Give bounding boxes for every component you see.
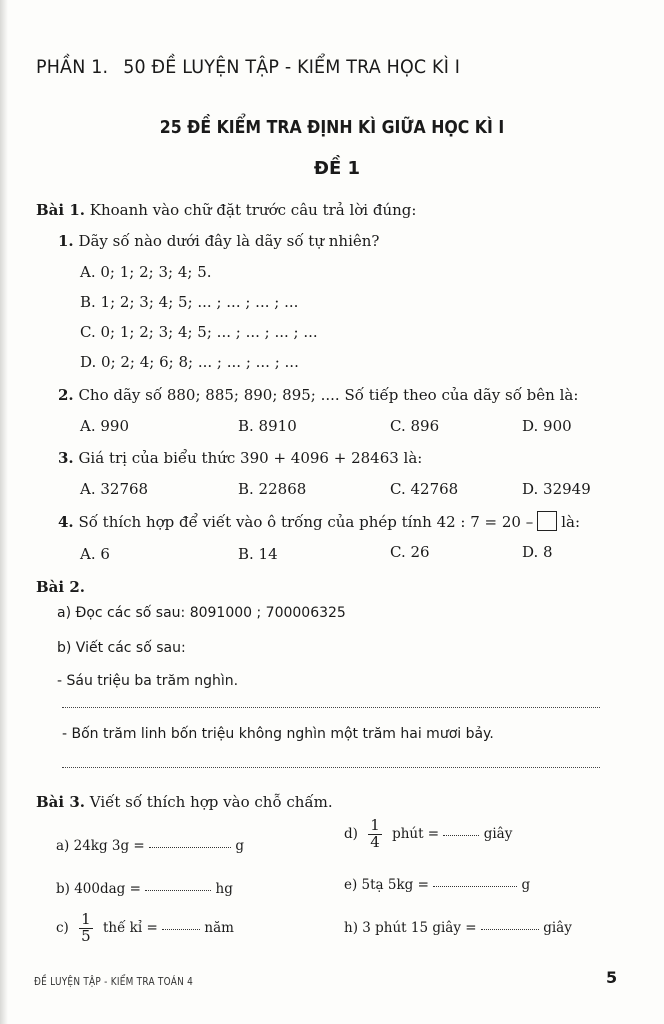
item-b-unit: hg <box>215 881 233 897</box>
bai3-item-h <box>344 920 572 936</box>
bai3-item-d <box>344 818 512 851</box>
item-c-prefix: c) <box>56 919 69 936</box>
q4-text-after: là: <box>561 513 581 531</box>
q2-number: 2. <box>58 386 74 404</box>
fraction-numerator: 1 <box>81 910 91 928</box>
item-d-prefix: d) <box>344 825 358 842</box>
q4-option-c: C. 26 <box>390 543 430 561</box>
q1-option-d: D. 0; 2; 4; 6; 8; ... ; ... ; ... ; ... <box>80 353 299 371</box>
q2-option-c: C. 896 <box>390 417 440 435</box>
bai2-label: Bài 2. <box>36 578 85 596</box>
item-e-blank[interactable] <box>433 886 517 887</box>
bai3-item-e <box>344 877 530 893</box>
bai3-item-b <box>56 881 233 897</box>
answer-line-1[interactable] <box>62 707 600 708</box>
fraction-denominator: 4 <box>370 832 380 851</box>
item-c-unit: năm <box>204 919 234 936</box>
answer-line-2[interactable] <box>62 767 600 768</box>
fraction-numerator: 1 <box>370 816 380 834</box>
q2-option-b: B. 8910 <box>238 417 297 435</box>
q1-text: Dãy số nào dưới đây là dãy số tự nhiên? <box>78 232 380 250</box>
item-h-prefix: h) 3 phút 15 giây = <box>344 920 477 936</box>
q4-question <box>58 511 580 531</box>
blank-box <box>537 511 557 531</box>
item-e-prefix: e) 5tạ 5kg = <box>344 877 429 893</box>
q3-text: Giá trị của biểu thức 390 + 4096 + 28463 là: <box>78 449 423 467</box>
bai2-a: a) Đọc các số sau: 8091000 ; 700006325 <box>57 605 346 621</box>
item-a-blank[interactable] <box>149 847 231 848</box>
fraction-one-fifth <box>79 912 93 945</box>
q4-number: 4. <box>58 513 74 531</box>
part-title <box>36 56 460 78</box>
q1-number: 1. <box>58 232 74 250</box>
bai2-item1: - Sáu triệu ba trăm nghìn. <box>57 673 239 689</box>
item-h-unit: giây <box>543 920 572 936</box>
bai1-label: Bài 1. <box>36 201 85 219</box>
page-number: 5 <box>606 968 618 987</box>
page-edge-shadow <box>0 0 8 1024</box>
item-e-unit: g <box>521 877 531 893</box>
item-c-text: thế kỉ = <box>102 919 158 936</box>
fraction-denominator: 5 <box>81 926 91 945</box>
bai1-heading <box>36 201 416 219</box>
item-d-text: phút = <box>392 825 440 842</box>
bai3-item-c <box>56 912 234 945</box>
q3-question <box>58 449 422 467</box>
q1-option-b: B. 1; 2; 3; 4; 5; ... ; ... ; ... ; ... <box>80 293 299 311</box>
q1-option-a: A. 0; 1; 2; 3; 4; 5. <box>80 263 212 281</box>
part-label: PHẦN 1. <box>36 56 109 78</box>
q4-option-d: D. 8 <box>522 543 553 561</box>
q3-number: 3. <box>58 449 74 467</box>
q4-option-b: B. 14 <box>238 545 278 563</box>
item-c-blank[interactable] <box>162 929 200 930</box>
part-title-text: 50 ĐỀ LUYỆN TẬP - KIỂM TRA HỌC KÌ I <box>123 56 461 78</box>
q2-option-d: D. 900 <box>522 417 572 435</box>
q3-option-c: C. 42768 <box>390 480 459 498</box>
exam-title: ĐỀ 1 <box>313 158 361 179</box>
item-b-prefix: b) 400dag = <box>56 881 141 897</box>
bai2-b: b) Viết các số sau: <box>57 640 186 656</box>
q3-option-b: B. 22868 <box>238 480 307 498</box>
q1-question <box>58 232 379 250</box>
item-b-blank[interactable] <box>145 890 211 891</box>
q4-text-before: Số thích hợp để viết vào ô trống của phép tính 42 : 7 = 20 – <box>78 513 534 531</box>
q4-option-a: A. 6 <box>80 545 110 563</box>
bai3-label: Bài 3. <box>36 793 85 811</box>
item-d-unit: giây <box>483 825 513 842</box>
bai3-item-a <box>56 838 244 854</box>
fraction-one-quarter <box>368 818 382 851</box>
item-h-blank[interactable] <box>481 929 539 930</box>
item-d-blank[interactable] <box>443 835 479 836</box>
q2-text: Cho dãy số 880; 885; 890; 895; .... Số tiếp theo của dãy số bên là: <box>78 386 579 404</box>
bai2-item2: - Bốn trăm linh bốn triệu không nghìn một trăm hai mươi bảy. <box>62 726 494 742</box>
footer-book-title: ĐỀ LUYỆN TẬP - KIỂM TRA TOÁN 4 <box>34 976 194 988</box>
q3-option-d: D. 32949 <box>522 480 591 498</box>
bai3-instruction: Viết số thích hợp vào chỗ chấm. <box>89 793 333 811</box>
bai1-instruction: Khoanh vào chữ đặt trước câu trả lời đúng: <box>89 201 417 219</box>
q2-option-a: A. 990 <box>80 417 129 435</box>
bai3-heading <box>36 793 333 811</box>
q1-option-c: C. 0; 1; 2; 3; 4; 5; ... ; ... ; ... ; ... <box>80 323 318 341</box>
q2-question <box>58 386 578 404</box>
item-a-prefix: a) 24kg 3g = <box>56 838 145 854</box>
q3-option-a: A. 32768 <box>80 480 149 498</box>
section-title: 25 ĐỀ KIỂM TRA ĐỊNH KÌ GIỮA HỌC KÌ I <box>159 118 505 138</box>
item-a-unit: g <box>235 838 244 854</box>
